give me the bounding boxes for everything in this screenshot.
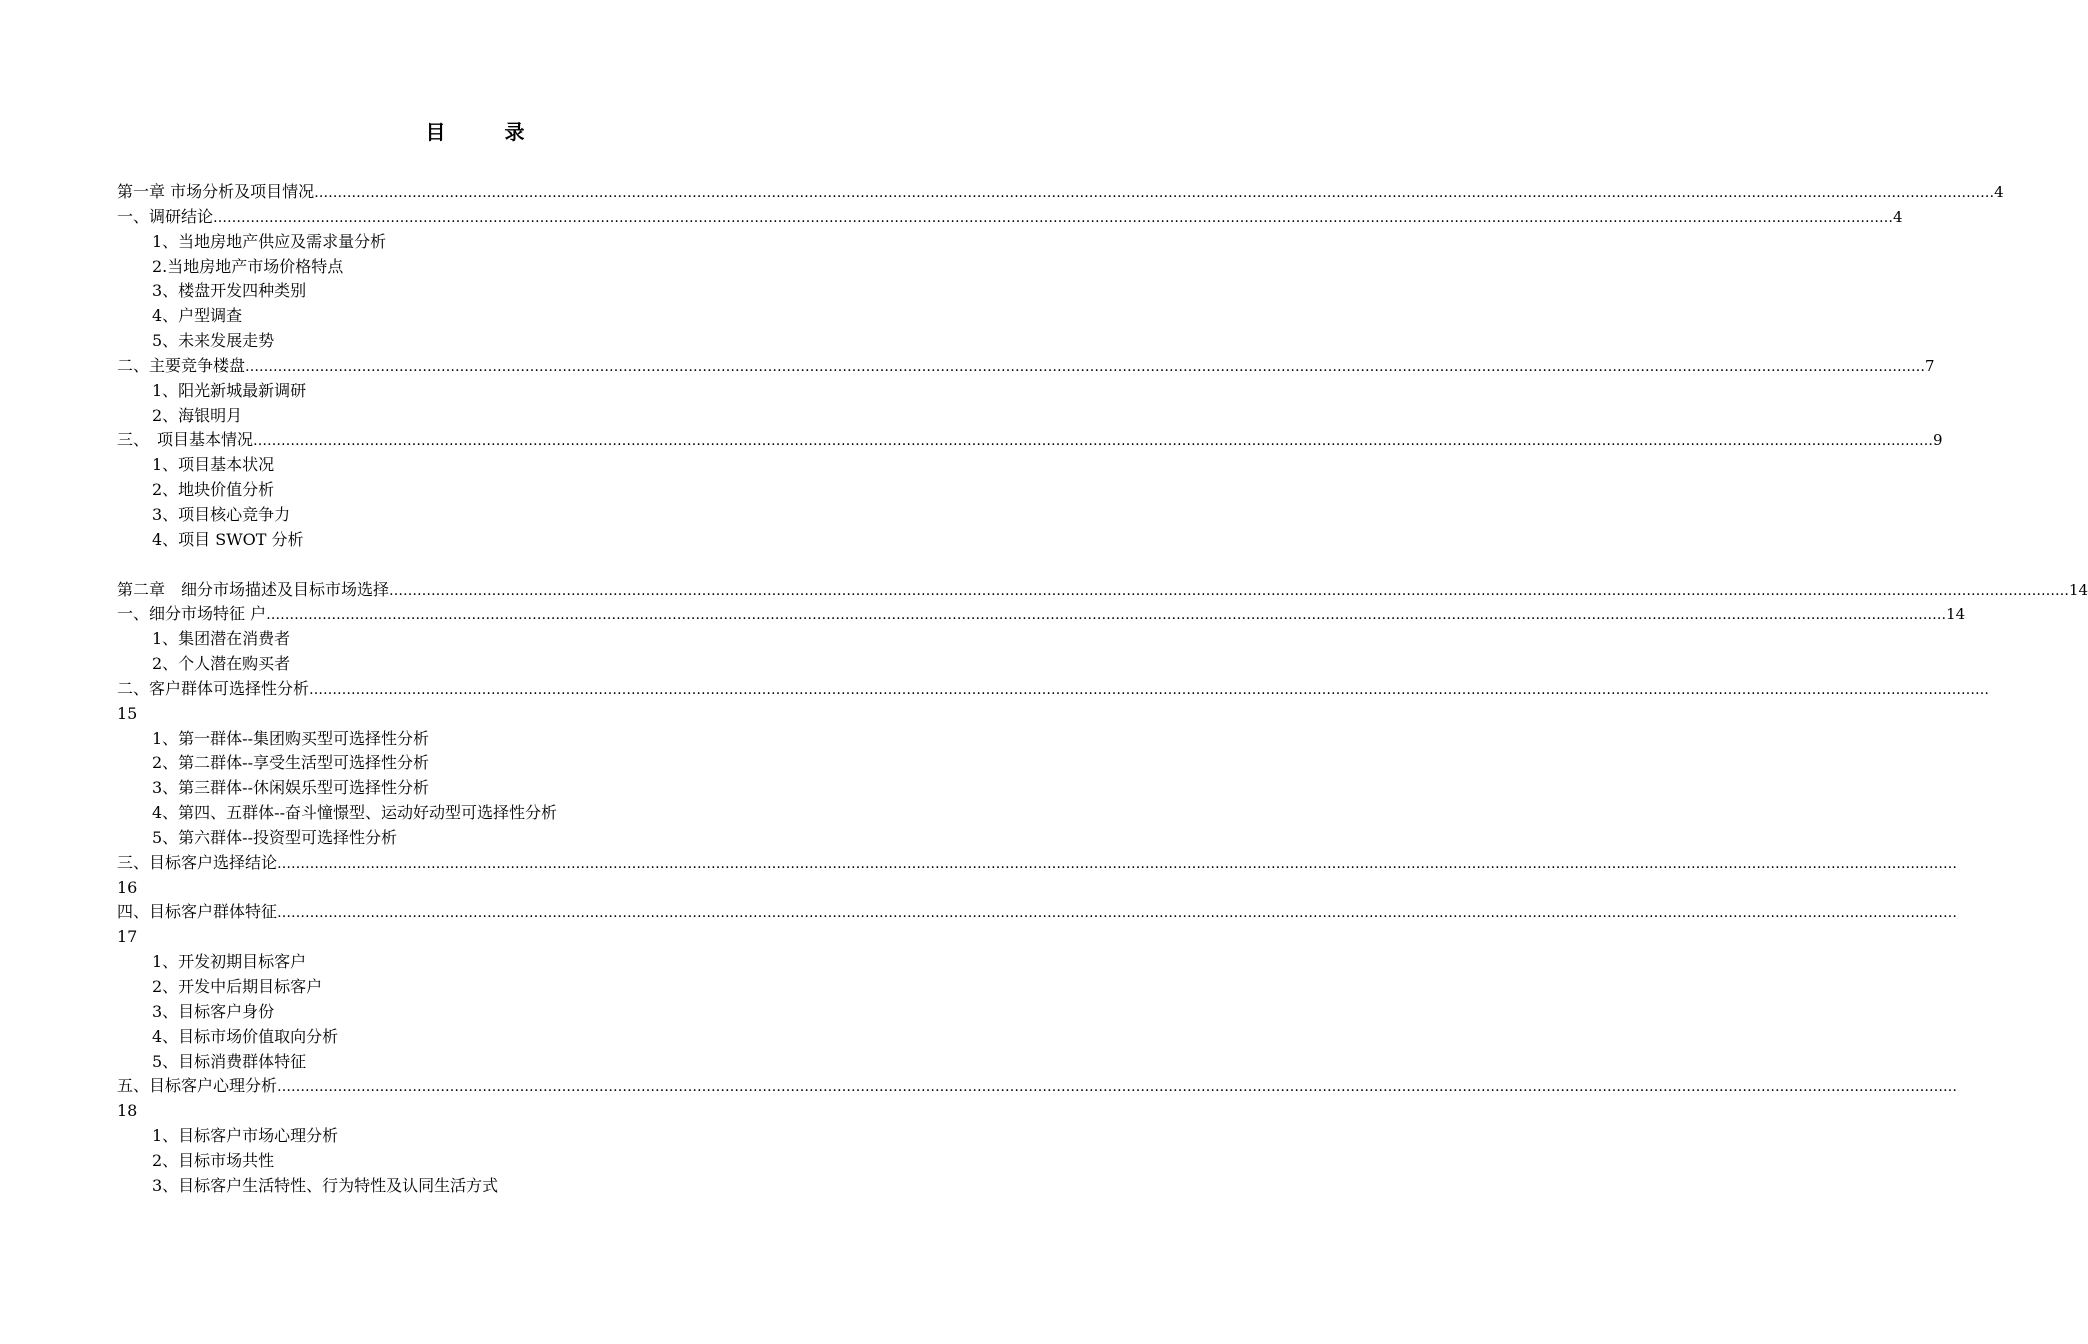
toc-subentry[interactable]: 3、第三群体--休闲娱乐型可选择性分析 (152, 778, 429, 798)
toc-entry[interactable] (117, 851, 1958, 876)
toc-subentry[interactable]: 2、地块价值分析 (152, 480, 275, 500)
toc-entry-title: 三、目标客户选择结论 (117, 852, 278, 872)
toc-subentry[interactable]: 3、楼盘开发四种类别 (152, 281, 307, 301)
leader-dots: ……………………………………………………………………………………………………………………………………………………………………………………………………………………………………………………………………………………………………………………………… (213, 209, 1894, 226)
toc-subentry[interactable]: 5、第六群体--投资型可选择性分析 (152, 827, 397, 847)
toc-subentry[interactable]: 1、集团潜在消费者 (152, 629, 291, 649)
toc-entry[interactable] (117, 354, 1935, 379)
toc-page-number: 17 (117, 927, 138, 947)
leader-dots: ……………………………………………………………………………………………………………………………………………………………………………………………………………………………………………………………………………………………………………………………… (277, 855, 1958, 872)
toc-entry-title: 一、调研结论 (117, 206, 214, 226)
toc-page-number: 14 (2069, 580, 2088, 599)
toc-entry[interactable] (117, 428, 1943, 453)
toc-entry[interactable] (117, 578, 2088, 603)
toc-page-number: 14 (1946, 605, 1966, 624)
toc-entry-title: 三、 项目基本情况 (117, 430, 254, 450)
toc-entry-title: 二、主要竞争楼盘 (117, 355, 246, 375)
leader-dots: ……………………………………………………………………………………………………………………………………………………………………………………………………………………………………………………………………………………………………………………………… (266, 607, 1947, 624)
leader-dots: ……………………………………………………………………………………………………………………………………………………………………………………………………………………………………………………………………………………………………………………………… (253, 433, 1934, 450)
toc-subentry[interactable]: 1、阳光新城最新调研 (152, 380, 307, 400)
toc-entry-title: 第一章 市场分析及项目情况 (117, 182, 315, 201)
toc-page-number-line (117, 925, 835, 950)
leader-dots: ……………………………………………………………………………………………………………………………………………………………………………………………………………………………………………………………………………………………………………………………… (309, 681, 1990, 698)
toc-page-number-line (117, 876, 835, 901)
toc-spacer (117, 553, 835, 578)
toc-subentry[interactable]: 2、开发中后期目标客户 (152, 977, 323, 996)
toc-subentry[interactable]: 4、第四、五群体--奋斗憧憬型、运动好动型可选择性分析 (152, 803, 557, 823)
toc-entry-title: 五、目标客户心理分析 (117, 1076, 278, 1096)
toc-subentry[interactable]: 5、未来发展走势 (152, 331, 275, 351)
toc-subentry[interactable]: 2.当地房地产市场价格特点 (152, 256, 344, 276)
toc-entry-title: 一、细分市场特征 户 (117, 604, 267, 624)
toc-page-number-line (117, 1099, 835, 1124)
toc-subentry[interactable]: 1、目标客户市场心理分析 (152, 1126, 339, 1146)
toc-page-number: 4 (1994, 183, 2004, 201)
toc-entry[interactable] (117, 180, 2004, 205)
toc-entry[interactable] (117, 602, 1966, 627)
toc-subentry[interactable]: 4、项目 SWOT 分析 (152, 529, 304, 549)
leader-dots: ……………………………………………………………………………………………………………………………………………………………………………………………………………………………………………………………………………………………………………………………… (389, 582, 2070, 599)
toc-entry-title: 第二章 细分市场描述及目标市场选择 (117, 579, 390, 599)
toc-subentry[interactable]: 1、项目基本状况 (152, 455, 275, 475)
toc-subentry[interactable]: 2、目标市场共性 (152, 1150, 275, 1170)
leader-dots: ……………………………………………………………………………………………………………………………………………………………………………………………………………………………………………………………………………………………………………………………… (277, 1079, 1958, 1096)
leader-dots: ……………………………………………………………………………………………………………………………………………………………………………………………………………………………………………………………………………………………………………………………… (277, 905, 1958, 922)
toc-page-number: 7 (1925, 356, 1935, 375)
leader-dots: ……………………………………………………………………………………………………………………………………………………………………………………………………………………………………………………………………………………………………………………………… (314, 185, 1995, 201)
toc-page-number: 9 (1933, 431, 1943, 450)
toc-page-number: 18 (117, 1101, 138, 1121)
toc-subentry[interactable]: 2、海银明月 (152, 405, 243, 425)
toc-subentry[interactable]: 4、目标市场价值取向分析 (152, 1026, 339, 1046)
toc-entry[interactable] (117, 900, 1958, 925)
toc-entry-title: 二、客户群体可选择性分析 (117, 678, 310, 698)
leader-dots: ……………………………………………………………………………………………………………………………………………………………………………………………………………………………………………………………………………………………………………………………… (245, 358, 1926, 375)
toc-entry[interactable] (117, 205, 1903, 230)
toc-page-number: 4 (1893, 207, 1903, 226)
toc-page-number: 15 (117, 703, 138, 723)
toc-entry-title: 四、目标客户群体特征 (117, 902, 278, 922)
toc-subentry[interactable]: 1、开发初期目标客户 (152, 952, 307, 972)
toc-subentry[interactable]: 1、第一群体--集团购买型可选择性分析 (152, 728, 429, 748)
page-title: 目 录 (425, 120, 551, 144)
toc-subentry[interactable]: 3、项目核心竞争力 (152, 504, 291, 524)
toc-subentry[interactable]: 1、当地房地产供应及需求量分析 (152, 231, 387, 251)
toc-subentry[interactable]: 3、目标客户生活特性、行为特性及认同生活方式 (152, 1175, 499, 1195)
table-of-contents (117, 180, 2088, 1199)
toc-subentry[interactable]: 4、户型调查 (152, 306, 243, 326)
toc-page-number-line (117, 702, 835, 727)
toc-subentry[interactable]: 2、个人潜在购买者 (152, 654, 291, 674)
toc-subentry[interactable]: 2、第二群体--享受生活型可选择性分析 (152, 753, 429, 773)
toc-subentry[interactable]: 5、目标消费群体特征 (152, 1051, 307, 1071)
toc-entry[interactable] (117, 1074, 1958, 1099)
toc-entry[interactable] (117, 677, 1990, 702)
toc-page-number: 16 (117, 877, 138, 897)
toc-subentry[interactable]: 3、目标客户身份 (152, 1001, 275, 1021)
